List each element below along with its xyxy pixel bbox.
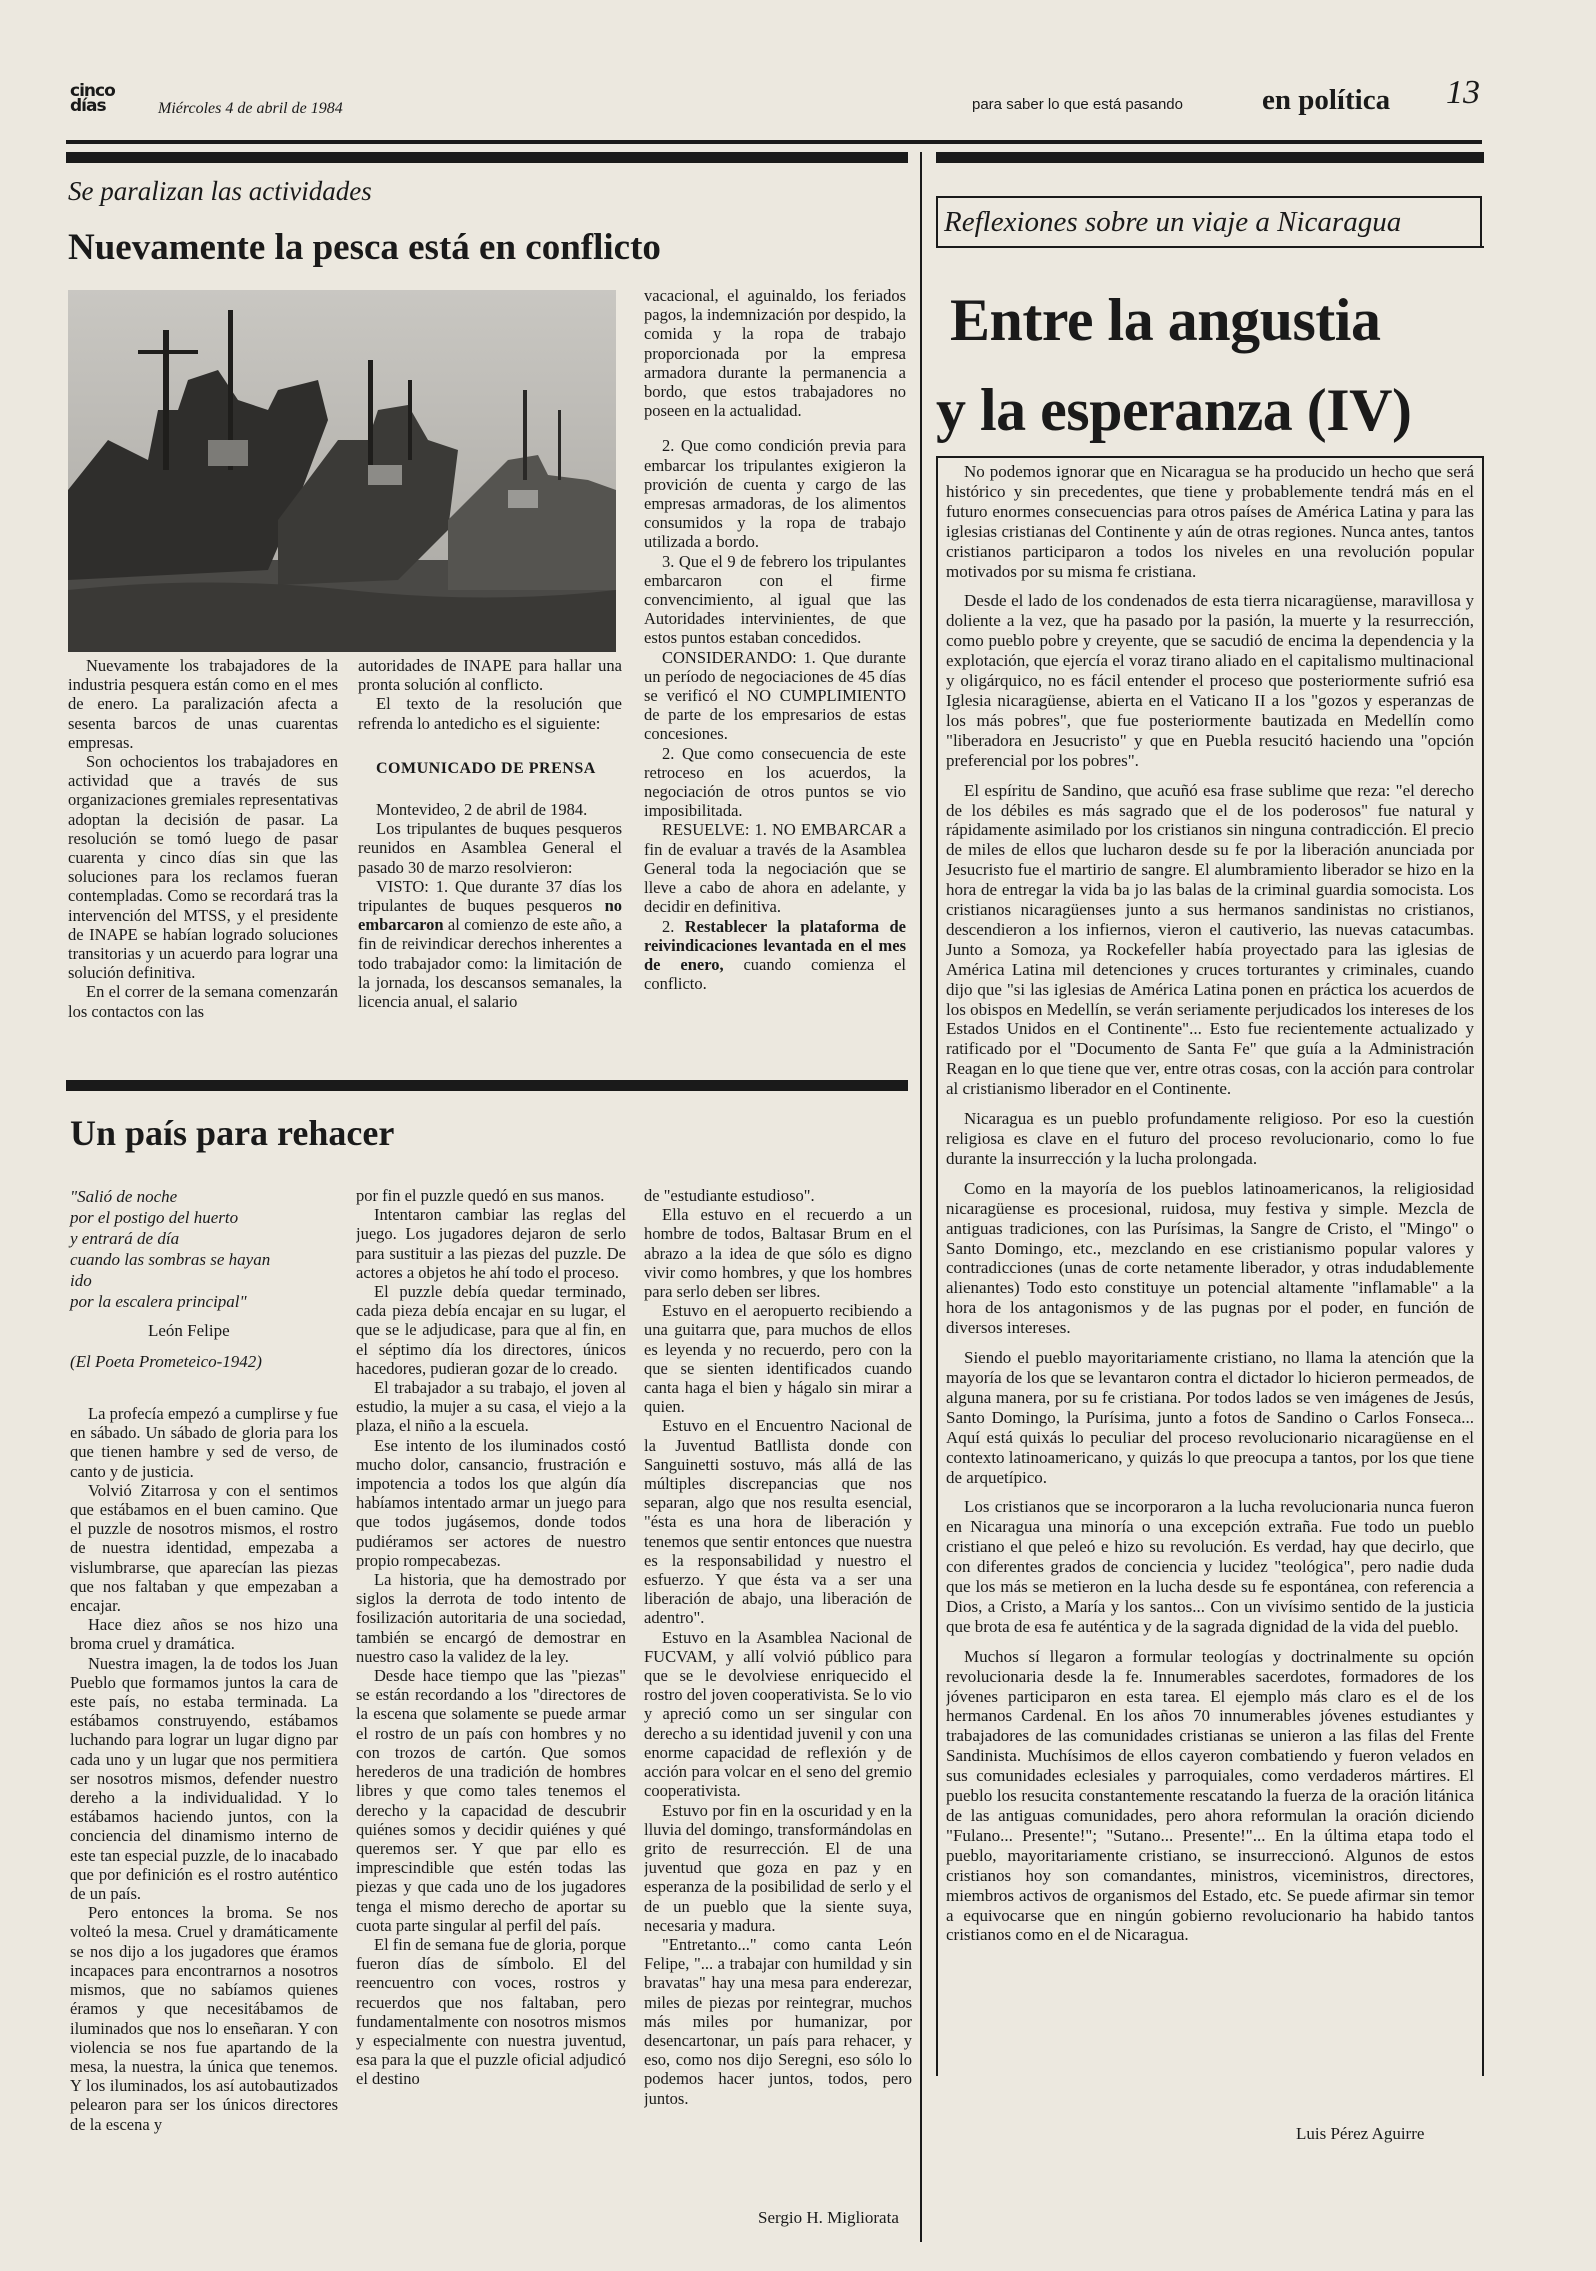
paragraph: por fin el puzzle quedó en sus manos. [356,1186,605,1205]
verse-source: (El Poeta Prometeico-1942) [70,1352,262,1371]
paragraph: Intentaron cambiar las reglas del juego. Los jugadores dejaron de serlo para sustituir a las piezas del puzzle. De actores a objetos he ahí todo el proceso. [356,1205,626,1282]
paragraph: Siendo el pueblo mayoritariamente cristiano, no llama la atención que la mayoría de los que se levantaron contra el dictador lo hicieron permeados, de alguna manera, por su fe cristiana. Por todos lados se ven imágenes de Jesús, Santo Domingo, la Purísima, junto a fotos de Sandino o Carlos Fonseca... Aquí está quixás lo peculiar del proceso revolucionario nicaragüense en el contexto latinoamericano, y quizás lo que preocupa a tantos, por los que tiene de arquetípico. [946,1348,1474,1487]
paragraph: El espíritu de Sandino, que acuñó esa frase sublime que reza: "el derecho de los débiles es más sagrado que el de los poderosos" fue natural y rápidamente asimilado por los cristianos sin ninguna contradicción. El precio de miles de ellos que lucharon desde su fe por la liberación anunciada por Jesucristo fue el martirio de sangre. El alumbramiento liberador se hizo en la hora de entregar la vida ba jo las balas de la criminal guardia somocista. Los cristianos nicaragüenses junto a sus hermanos sandinistas no cristianos, descendieron a los infiernos, vieron el cautiverio, las nuevas catacumbas. Junto a Somoza, ya Rockefeller había proyectado para las iglesias de América Latina mil detenciones y cruces torturantes y criminales, cuando dijo que "si las iglesias de América Latina ponen en práctica los acuerdos de los obispos en Medellín, se verán seriamente perjudicados los intereses de los Estados Unidos en el Continente"... Esto fue recientemente actualizado y ratificado por el "Documento de Santa Fe" que guía a la Administración Reagan en lo que tiene que ver, entre otras cosas, con la acción para controlar al cristianismo liberador en el Continente. [946,780,1474,1099]
paragraph: Nuestra imagen, la de todos los Juan Pueblo que formamos juntos la cara de este país, no estaba terminada. La estábamos construyendo, estábamos luchando para lograr un lugar digno par cada uno y un lugar que nos permitiera ser nosotros mismos, defender nuestro dereho a la individualidad. Y lo estábamos haciendo juntos, con la conciencia del dinamismo interno de este tan especial puzzle, de lo inacabado que por definición es el rostro auténtico de un país. [70,1653,338,1904]
paragraph: Estuvo por fin en la oscuridad y en la lluvia del domingo, transformándolas en grito de resurrección. El de una juventud que goza en paz y en esperanza de la posibilidad de serlo y el de un pueblo que la siente suya, necesaria y madura. [644,1800,912,1935]
paragraph: No podemos ignorar que en Nicaragua se ha producido un hecho que será histórico y sin precedentes, que tiene y probablemente tendrá más en el futuro enormes consecuencias para otros países de América Latina y para las iglesias cristianas del Continente y aún de otras regiones. Nunca antes, tantos cristianos participaron a todos los niveles en una revolución popular motivados por su misma fe cristiana. [946,462,1474,581]
column-divider [920,152,922,2242]
paragraph: de "estudiante estudioso". [644,1186,815,1205]
paragraph: 2. Que como consecuencia de este retroceso en los acuerdos, la negociación de otros puntos se vio imposibilitada. [644,743,906,821]
paragraph: El trabajador a su trabajo, el joven al estudio, la mujer a su casa, el viejo a la plaza, el niño a la escuela. [356,1378,626,1436]
verse-author: León Felipe [148,1321,230,1340]
article3-box-top [936,456,1484,458]
text-run: al comienzo de este año, a fin de reivindicar derechos inherentes a todo trabajador como: la limitación de la jornada, los descansos semanales, la licencia anual, el salario [358,915,622,1012]
paragraph: Los cristianos que se incorporaron a la lucha revolucionaria nunca fueron en Nicaragua una minoría o una excepción extraña. Fue todo un pueblo cristiano el que peleó e hizo su revolución. Es verdad, hay que decirlo, que con diferentes grados de conciencia y lucidez "teológica", pero nadie duda que los más se metieron en la lucha desde su fe espontánea, con referencia a Dios, a Cristo, a María y los santos... Con un vivísimo sentido de la justicia que brota de esa fe auténtica y de la sagrada dignidad de la vida del pueblo. [946,1497,1474,1636]
page-number: 13 [1446,74,1480,111]
paragraph: La profecía empezó a cumplirse y fue en sábado. Un sábado de gloria para los que tienen hambre y sed de verso, de canto y de justicia. [70,1404,338,1481]
epigraph [70,1186,340,1372]
paragraph: Ese intento de los iluminados costó mucho dolor, cansancio, frustración e impotencia a todos los que algún día habíamos intentado armar un juego para que todos jugásemos, donde todos pudiéramos ser actores de nuestro propio rompecabezas. [356,1435,626,1570]
paragraph: Estuvo en el Encuentro Nacional de la Juventud Batllista donde con Sanguinetti sostuvo, más allá de las múltiples discrepancias que nos separan, algo que nos resulta esencial, "ésta es una hora de liberación y tenemos que sentir entonces que nuestra es la responsabilidad y nuestro el esfuerzo. Y que ésta va a ser una liberación de abajo, una liberación de adentro". [644,1416,912,1628]
article2-title: Un país para rehacer [70,1113,395,1153]
article1-column-3 [644,286,906,1050]
article3-box-right [1482,456,1484,2076]
paragraph: El fin de semana fue de gloria, porque fueron días de símbolo. El del reencuentro con voces, rostros y recuerdos que nos faltaban, pero fundamentalmente con nosotros mismos y especialmente con nuestra juventud, esa para la que el puzzle oficial adjudicó el destino [356,1934,626,2089]
paragraph: El texto de la resolución que refrenda lo antedicho es el siguiente: [358,694,622,733]
paragraph: 2. Que como condición previa para embarcar los tripulantes exigieron la provición de cuenta y cargo de las empresas armadoras, de los alimentos consumidos y la ropa de trabajo utilizada a bordo. [644,436,906,552]
article1-kicker: Se paralizan las actividades [68,176,372,206]
text-run: VISTO: 1. Que durante 37 días los tripulantes de buques pesqueros [358,876,622,916]
article2-column-2 [356,1186,626,2244]
logo-text: cinco días [70,81,115,116]
paragraph: Desde hace tiempo que las "piezas" se están recordando a los "directores de la escena que solamente se puede armar el rostro de un país con hombres y no con trozos de cartón. Que somos herederos de una tradición de hombres libres y que como tales tenemos el derecho y la capacidad de descubrir quiénes somos y decidir quiénes y qué queremos ser. Y que par ello es imprescindible que estén todas las piezas y que cada uno de los jugadores tenga el mismo derecho de aportar su cuota parte singular al perfil del país. [356,1666,626,1935]
fishing-boats-illustration [68,290,616,652]
article2-top-bar [66,1080,908,1091]
paragraph: El puzzle debía quedar terminado, cada pieza debía encajar en su lugar, el que se le adjudicase, para que al fin, en el séptimo día los directores, únicos hacedores, pudieran gozar de lo creado. [356,1282,626,1378]
header-rule [66,140,1482,144]
article2-author: Sergio H. Migliorata [758,2208,899,2227]
paragraph: Los tripulantes de buques pesqueros reunidos en Asamblea General el pasado 30 de marzo resolvieron: [358,819,622,877]
paragraph: CONSIDERANDO: 1. Que durante un período de negociaciones de 45 días se verificó el NO CUMPLIMIENTO de parte de los empresarios de estas concesiones. [644,647,906,744]
paragraph: RESUELVE: 1. NO EMBARCAR a fin de evaluar a través de la Asamblea General toda la negociación que se lleve a cabo de ahora en adelante, y decidir en definitiva. [644,820,906,917]
verse-line: ido [70,1271,92,1290]
article3-title-line-1: Entre la angustia [950,287,1381,353]
article3-kicker: Reflexiones sobre un viaje a Nicaragua [944,206,1402,238]
text-run: 2. [662,916,685,936]
article3-box-left [936,456,938,2076]
paragraph: Muchos sí llegaron a formular teologías y doctrinalmente su opción revolucionaria desde la fe. Innumerables sacerdotes, formadores de los jóvenes participaron en esta tarea. El ejemplo más claro es el de los hermanos Cardenal. En los años 70 innumerables jóvenes estudiantes y trabajadores de las comunidades cristianas se unieron a las filas del Frente Sandinista. Muchísimos de ellos cayeron combatiendo y fueron velados en sus comunidades eclesiales y parroquiales, como verdaderos mártires. El pueblo los resucita constantemente rescatando la fuerza de la oración litánica de las antiguas comunidades, pero ahora reformulan la oración diciendo "Fulano... Presente!"; "Sutano... Presente!"... En la última etapa todo el pueblo, mayoritariamente cristiano, se insurreccionó. Algunos de estos cristianos hoy son comandantes, ministros, viceministros, directores, miembros activos de organismos del Estado, etc. Se puede afirmar sin temor a equivocarse que en ningún gobierno revolucionario ha habido tantos cristianos como en el de Nicaragua. [946,1646,1474,1945]
paragraph: autoridades de INAPE para hallar una pronta solución al conflicto. [358,656,622,695]
paragraph: Estuvo en la Asamblea Nacional de FUCVAM, y allí volvió público para que se le devolviese enriquecido el rostro del joven cooperativista. Se lo vio y apreció como un ser singular con derecho a su identidad juvenil y con una enorme capacidad de reflexión y de acción para volcar en el seno del gremio cooperativista. [644,1627,912,1801]
section-name: en política [1262,84,1391,116]
fishing-boats-photo [68,290,616,652]
article1-column-2 [358,656,622,1050]
article3-kicker-box [936,196,1482,246]
verse-line: "Salió de noche [70,1187,178,1206]
press-release-heading: COMUNICADO DE PRENSA [376,759,596,777]
article3-title-line-2: y la esperanza (IV) [936,377,1412,443]
paragraph: Desde el lado de los condenados de esta tierra nicaragüense, maravillosa y doliente a la vez, que ha pasado por la pasión, la muerte y la resurrección, como pueblo pobre y creyente, que se sacudió de encima la dependencia y la explotación, que ejercía el voraz tirano aliado en el capitalismo multinacional y oligárquico, no es fácil entender el proceso que posteriormente sufrió esa Iglesia nicaragüense, abierta en el Vaticano II a los "gozos y esperanzas de los más pobres", que fue posteriormente bautizada en Medellín como "liberadora en Jesucristo" y que en Puebla resucitó haciendo una "opción preferencial por los pobres". [946,591,1474,770]
paragraph: Pero entonces la broma. Se nos volteó la mesa. Cruel y dramáticamente se nos dijo a los jugadores que éramos incapaces para encontrarnos a nosotros mismos, que no sabíamos quienes éramos y que necesitábamos de iluminados que nos lo enseñaran. Y con violencia se nos fue apartando de la mesa, la nuestra, la única que tenemos. Y los iluminados, los así autobautizados pelearon para ser los únicos directores de la escena y [70,1903,338,2134]
article1-title: Nuevamente la pesca está en conflicto [68,227,661,268]
article3-author: Luis Pérez Aguirre [1296,2124,1425,2143]
verse-line: y entrará de día [70,1229,180,1248]
paragraph: 3. Que el 9 de febrero los tripulantes embarcaron con el firme convencimiento, al igual que las Autoridades intervinientes, de que estos puntos estaban concedidos. [644,551,906,648]
issue-date: Miércoles 4 de abril de 1984 [158,100,343,117]
text-run-bold: Restablecer la plataforma de reivindicaciones levantada en el mes de enero, [644,916,906,974]
kicker-underline [936,246,1484,248]
verse-line: por la escalera principal" [70,1292,247,1311]
paragraph [644,917,906,994]
paragraph: Montevideo, 2 de abril de 1984. [376,800,588,820]
kicker-right-rule [1480,196,1482,248]
paragraph: Volvió Zitarrosa y con el sentimos que estábamos en el buen camino. Que el puzzle de nosotros mismos, el rostro de nuestra identidad, empezaba a vislumbrarse, que aparecían las piezas que nos faltaban y que empezaban a encajar. [70,1480,338,1616]
text-run: cuando comienza el conflicto. [644,954,906,994]
paragraph: Estuvo en el aeropuerto recibiendo a una guitarra que, para muchos de ellos es leyenda y no recuerdo, pero con la que se sienten identificados cuando canta haga el bien y hágalo sin mirar a quien. [644,1301,912,1417]
paragraph: En el correr de la semana comenzarán los contactos con las [68,982,338,1021]
paragraph [358,877,622,1011]
header-tagline: para saber lo que está pasando [972,96,1183,113]
article1-top-bar [66,152,908,163]
article3-top-bar [936,152,1484,163]
paragraph: "Entretanto..." como canta León Felipe, "... a trabajar con humildad y sin bravatas" hay una mesa para enderezar, miles de piezas por reintegrar, muchos más miles por humanizar, por desencartonar, un país para rehacer, y eso, como nos dijo Seregni, eso sólo lo podemos hacer juntos, todos, pero juntos. [644,1934,912,2108]
paragraph: Hace diez años se nos hizo una broma cruel y dramática. [70,1615,338,1654]
article1-column-1 [68,656,338,1050]
text-run-bold: no embarcaron [358,896,622,935]
article2-column-1 [70,1404,338,2244]
masthead-logo [70,81,132,120]
paragraph: Nicaragua es un pueblo profundamente religioso. Por eso la cuestión religiosa es clave en el futuro del proceso revolucionario, como lo fue durante la insurrección y la lucha prolongada. [946,1109,1474,1168]
paragraph: Como en la mayoría de los pueblos latinoamericanos, la religiosidad nicaragüense es procesional, ruidosa, muy festiva y simple. Mezcla de antiguas tradiciones, con las Purísimas, la Sangre de Cristo, el "Mingo" o Santo Domingo, etc., mezclando en ese cristianismo popular valores y contradicciones (unas de corte netamente liberador, y otras indudablemente alienantes) Todo esto constituye un potencial altamente "inflamable" a la hora de los antagonismos y de las pugnas por el poder, en función de diversos intereses. [946,1178,1474,1338]
paragraph: Ella estuvo en el recuerdo a un hombre de todos, Baltasar Brum en el abrazo a la idea de que sólo es digno vivir como hombres, y que los hombres para serlo deben ser libres. [644,1205,912,1302]
verse-line: por el postigo del huerto [70,1208,239,1227]
paragraph: vacacional, el aguinaldo, los feriados pagos, la indemnización por despido, la comida y la ropa de trabajo proporcionada por la empresa armadora durante la permanencia a bordo, que estos trabajadores no poseen en la actualidad. [644,286,906,421]
paragraph: Son ochocientos los trabajadores en actividad que a través de sus organizaciones gremiales representativas adoptan la decisión de pasar. La resolución se tomó luego de pasar cuarenta y cinco días sin que las soluciones para los reclamos fueran contempladas. Como se recordará tras la intervención del MTSS, y el presidente de INAPE se habían logrado soluciones transitorias y un acuerdo para lograr una solución definitiva. [68,752,338,983]
paragraph: Nuevamente los trabajadores de la industria pesquera están como en el mes de enero. La paralización afecta a sesenta barcos de unas cuarentas empresas. [68,656,338,752]
paragraph: La historia, que ha demostrado por siglos la derrota de todo intento de fosilización autoritaria de una sociedad, también se encargó de demostrar en nuestro caso la validez de la ley. [356,1570,626,1666]
verse-line: cuando las sombras se hayan [70,1250,271,1269]
article3-body [946,462,1474,2102]
article2-column-3 [644,1186,912,2146]
